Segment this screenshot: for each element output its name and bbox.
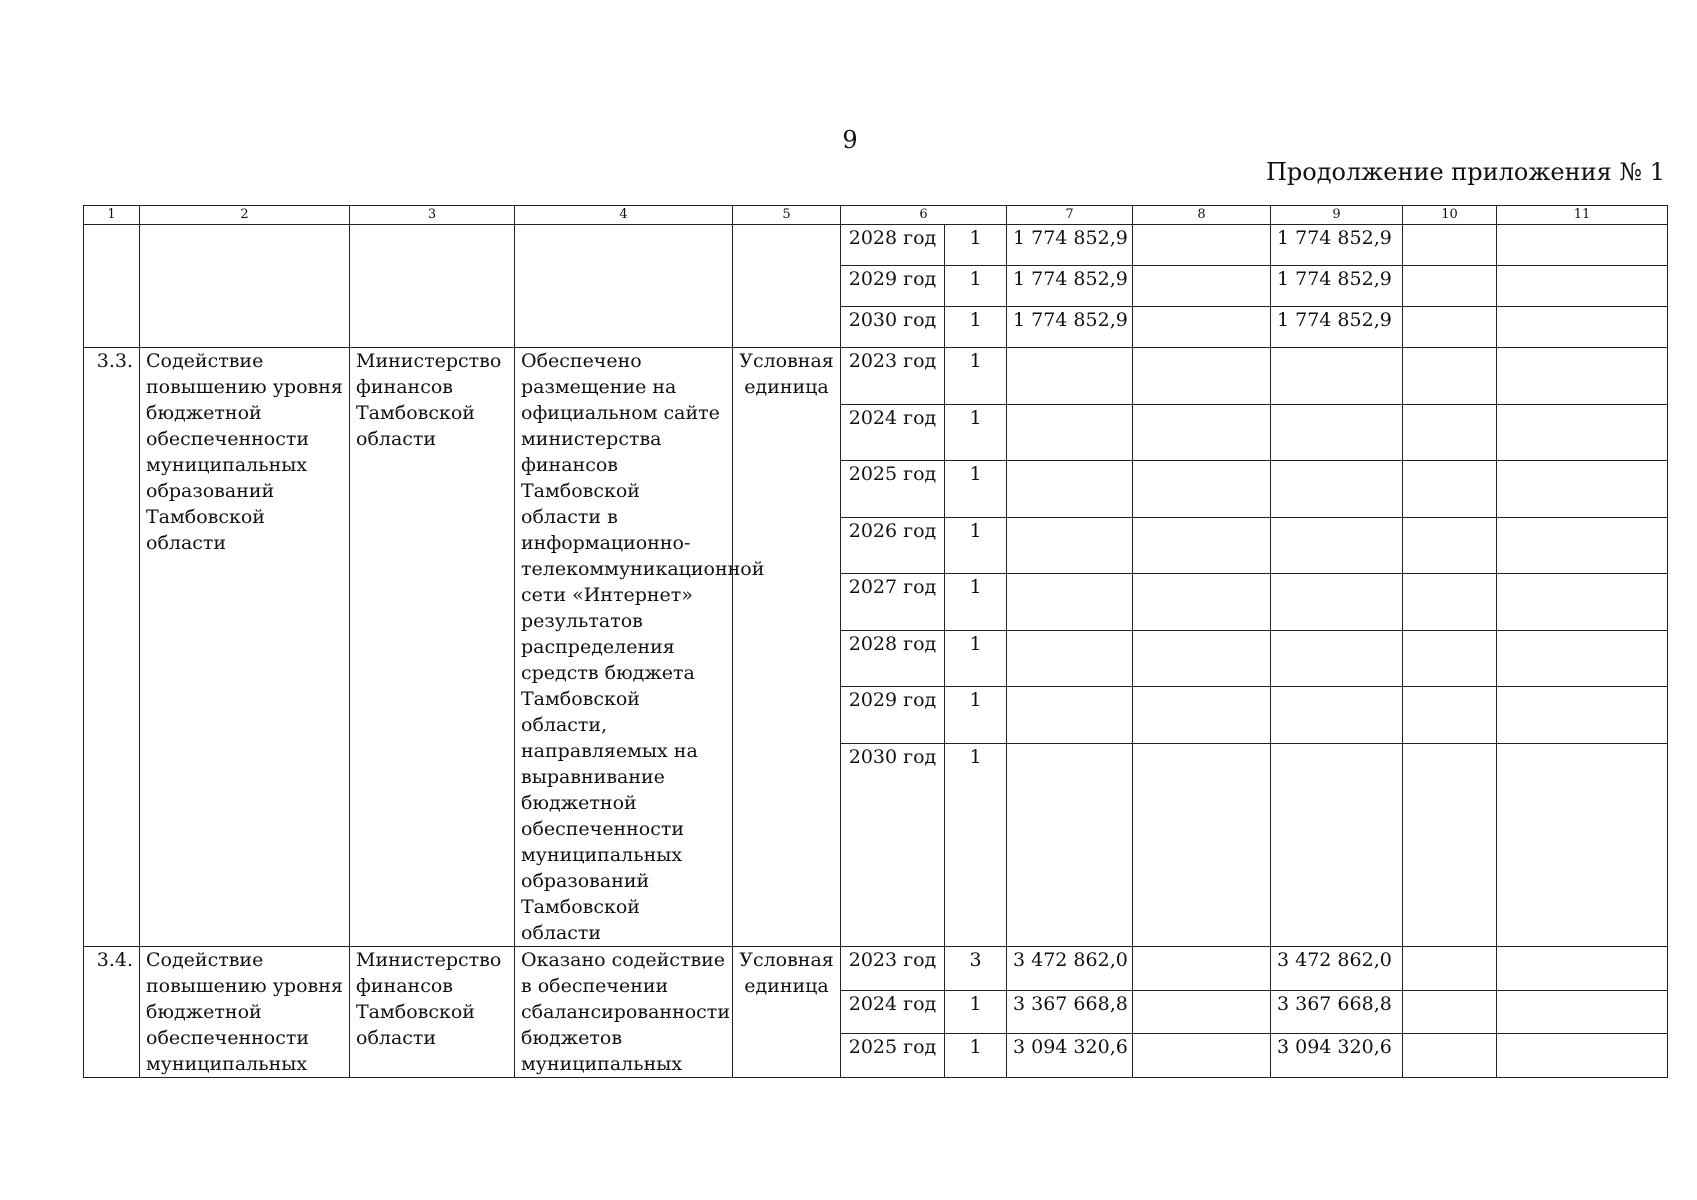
cell-col8 xyxy=(1133,348,1271,405)
cell-col10 xyxy=(1403,266,1497,307)
cell-col7: 3 367 668,8 xyxy=(1007,990,1133,1034)
page-number: 9 xyxy=(842,126,858,154)
cell-col7 xyxy=(1007,348,1133,405)
table-row xyxy=(84,348,1668,405)
cell-executor: Министерство финансов Тамбовской области xyxy=(350,348,515,947)
cell-empty xyxy=(84,225,140,348)
cell-col9: 1 774 852,9 xyxy=(1271,266,1403,307)
cell-count: 1 xyxy=(945,744,1007,947)
cell-col9: 1 774 852,9 xyxy=(1271,307,1403,348)
cell-col11 xyxy=(1497,348,1668,405)
cell-col9 xyxy=(1271,404,1403,461)
cell-empty xyxy=(733,225,841,348)
cell-col7 xyxy=(1007,630,1133,687)
header-col-5: 5 xyxy=(733,206,841,225)
cell-empty xyxy=(515,225,733,348)
cell-unit: Условная единица xyxy=(733,947,841,1078)
cell-item-name: Содействие повышению уровня бюджетной обеспеченности муниципальных xyxy=(140,947,350,1078)
cell-result: Оказано содействие в обеспечении сбалансированности бюджетов муниципальных xyxy=(515,947,733,1078)
cell-col11 xyxy=(1497,266,1668,307)
cell-count: 1 xyxy=(945,225,1007,266)
cell-col10 xyxy=(1403,574,1497,631)
cell-col7: 1 774 852,9 xyxy=(1007,266,1133,307)
cell-col9 xyxy=(1271,461,1403,518)
cell-year: 2026 год xyxy=(841,517,945,574)
cell-col7 xyxy=(1007,517,1133,574)
cell-col8 xyxy=(1133,517,1271,574)
cell-col11 xyxy=(1497,990,1668,1034)
cell-col11 xyxy=(1497,404,1668,461)
cell-col8 xyxy=(1133,307,1271,348)
cell-col10 xyxy=(1403,687,1497,744)
cell-count: 1 xyxy=(945,307,1007,348)
table-row xyxy=(84,225,1668,266)
cell-col8 xyxy=(1133,461,1271,518)
cell-col7: 3 472 862,0 xyxy=(1007,947,1133,991)
appendix-continuation-title: Продолжение приложения № 1 xyxy=(1265,158,1665,186)
cell-col9: 3 367 668,8 xyxy=(1271,990,1403,1034)
cell-col8 xyxy=(1133,744,1271,947)
cell-col11 xyxy=(1497,630,1668,687)
budget-table xyxy=(83,205,1668,1078)
cell-col7: 1 774 852,9 xyxy=(1007,225,1133,266)
cell-col9 xyxy=(1271,630,1403,687)
cell-col8 xyxy=(1133,1034,1271,1078)
cell-col11 xyxy=(1497,225,1668,266)
cell-year: 2028 год xyxy=(841,630,945,687)
cell-col8 xyxy=(1133,574,1271,631)
cell-col10 xyxy=(1403,947,1497,991)
cell-result: Обеспечено размещение на официальном сайте министерства финансов Тамбовской области в информационно-телекоммуникационной сети «Интернет» результатов распределения средств бюджета Тамбовской области, направляемых на выравнивание бюджетной обеспеченности муниципальных образований Тамбовской области xyxy=(515,348,733,947)
header-col-11: 11 xyxy=(1497,206,1668,225)
cell-year: 2029 год xyxy=(841,687,945,744)
cell-col7 xyxy=(1007,461,1133,518)
cell-count: 1 xyxy=(945,517,1007,574)
header-row xyxy=(84,206,1668,225)
cell-item-name: Содействие повышению уровня бюджетной обеспеченности муниципальных образований Тамбовской области xyxy=(140,348,350,947)
cell-col9 xyxy=(1271,348,1403,405)
cell-year: 2029 год xyxy=(841,266,945,307)
cell-col10 xyxy=(1403,225,1497,266)
cell-item-number: 3.4. xyxy=(84,947,140,1078)
header-col-10: 10 xyxy=(1403,206,1497,225)
cell-col11 xyxy=(1497,1034,1668,1078)
cell-count: 1 xyxy=(945,461,1007,518)
cell-count: 1 xyxy=(945,630,1007,687)
header-col-4: 4 xyxy=(515,206,733,225)
cell-col9: 3 472 862,0 xyxy=(1271,947,1403,991)
cell-col10 xyxy=(1403,990,1497,1034)
cell-col7: 3 094 320,6 xyxy=(1007,1034,1133,1078)
cell-col7 xyxy=(1007,687,1133,744)
cell-col9 xyxy=(1271,574,1403,631)
cell-unit: Условная единица xyxy=(733,348,841,947)
cell-col10 xyxy=(1403,348,1497,405)
cell-col11 xyxy=(1497,687,1668,744)
cell-year: 2023 год xyxy=(841,348,945,405)
cell-col11 xyxy=(1497,744,1668,947)
cell-col11 xyxy=(1497,307,1668,348)
cell-year: 2028 год xyxy=(841,225,945,266)
cell-col11 xyxy=(1497,947,1668,991)
cell-year: 2027 год xyxy=(841,574,945,631)
cell-count: 1 xyxy=(945,574,1007,631)
cell-count: 3 xyxy=(945,947,1007,991)
cell-col10 xyxy=(1403,461,1497,518)
cell-col8 xyxy=(1133,990,1271,1034)
cell-col7 xyxy=(1007,404,1133,461)
cell-col8 xyxy=(1133,225,1271,266)
cell-year: 2025 год xyxy=(841,461,945,518)
cell-empty xyxy=(140,225,350,348)
header-col-8: 8 xyxy=(1133,206,1271,225)
cell-col8 xyxy=(1133,630,1271,687)
header-col-7: 7 xyxy=(1007,206,1133,225)
cell-year: 2030 год xyxy=(841,744,945,947)
cell-count: 1 xyxy=(945,266,1007,307)
cell-year: 2023 год xyxy=(841,947,945,991)
cell-count: 1 xyxy=(945,404,1007,461)
cell-col10 xyxy=(1403,307,1497,348)
cell-year: 2024 год xyxy=(841,404,945,461)
cell-col10 xyxy=(1403,744,1497,947)
cell-col9 xyxy=(1271,517,1403,574)
cell-col10 xyxy=(1403,517,1497,574)
cell-col9 xyxy=(1271,744,1403,947)
cell-col8 xyxy=(1133,266,1271,307)
cell-count: 1 xyxy=(945,348,1007,405)
header-col-2: 2 xyxy=(140,206,350,225)
cell-item-number: 3.3. xyxy=(84,348,140,947)
cell-empty xyxy=(350,225,515,348)
cell-col7 xyxy=(1007,744,1133,947)
cell-col8 xyxy=(1133,947,1271,991)
cell-executor: Министерство финансов Тамбовской области xyxy=(350,947,515,1078)
cell-col11 xyxy=(1497,461,1668,518)
cell-count: 1 xyxy=(945,1034,1007,1078)
header-col-1: 1 xyxy=(84,206,140,225)
cell-col7 xyxy=(1007,574,1133,631)
cell-col8 xyxy=(1133,404,1271,461)
table-row xyxy=(84,947,1668,991)
cell-col7: 1 774 852,9 xyxy=(1007,307,1133,348)
cell-col9: 3 094 320,6 xyxy=(1271,1034,1403,1078)
header-col-6: 6 xyxy=(841,206,1007,225)
cell-col11 xyxy=(1497,517,1668,574)
cell-year: 2025 год xyxy=(841,1034,945,1078)
cell-col9: 1 774 852,9 xyxy=(1271,225,1403,266)
cell-col8 xyxy=(1133,687,1271,744)
cell-col10 xyxy=(1403,630,1497,687)
header-col-9: 9 xyxy=(1271,206,1403,225)
cell-year: 2024 год xyxy=(841,990,945,1034)
cell-col9 xyxy=(1271,687,1403,744)
cell-year: 2030 год xyxy=(841,307,945,348)
cell-col10 xyxy=(1403,1034,1497,1078)
cell-count: 1 xyxy=(945,687,1007,744)
cell-col11 xyxy=(1497,574,1668,631)
header-col-3: 3 xyxy=(350,206,515,225)
cell-count: 1 xyxy=(945,990,1007,1034)
cell-col10 xyxy=(1403,404,1497,461)
